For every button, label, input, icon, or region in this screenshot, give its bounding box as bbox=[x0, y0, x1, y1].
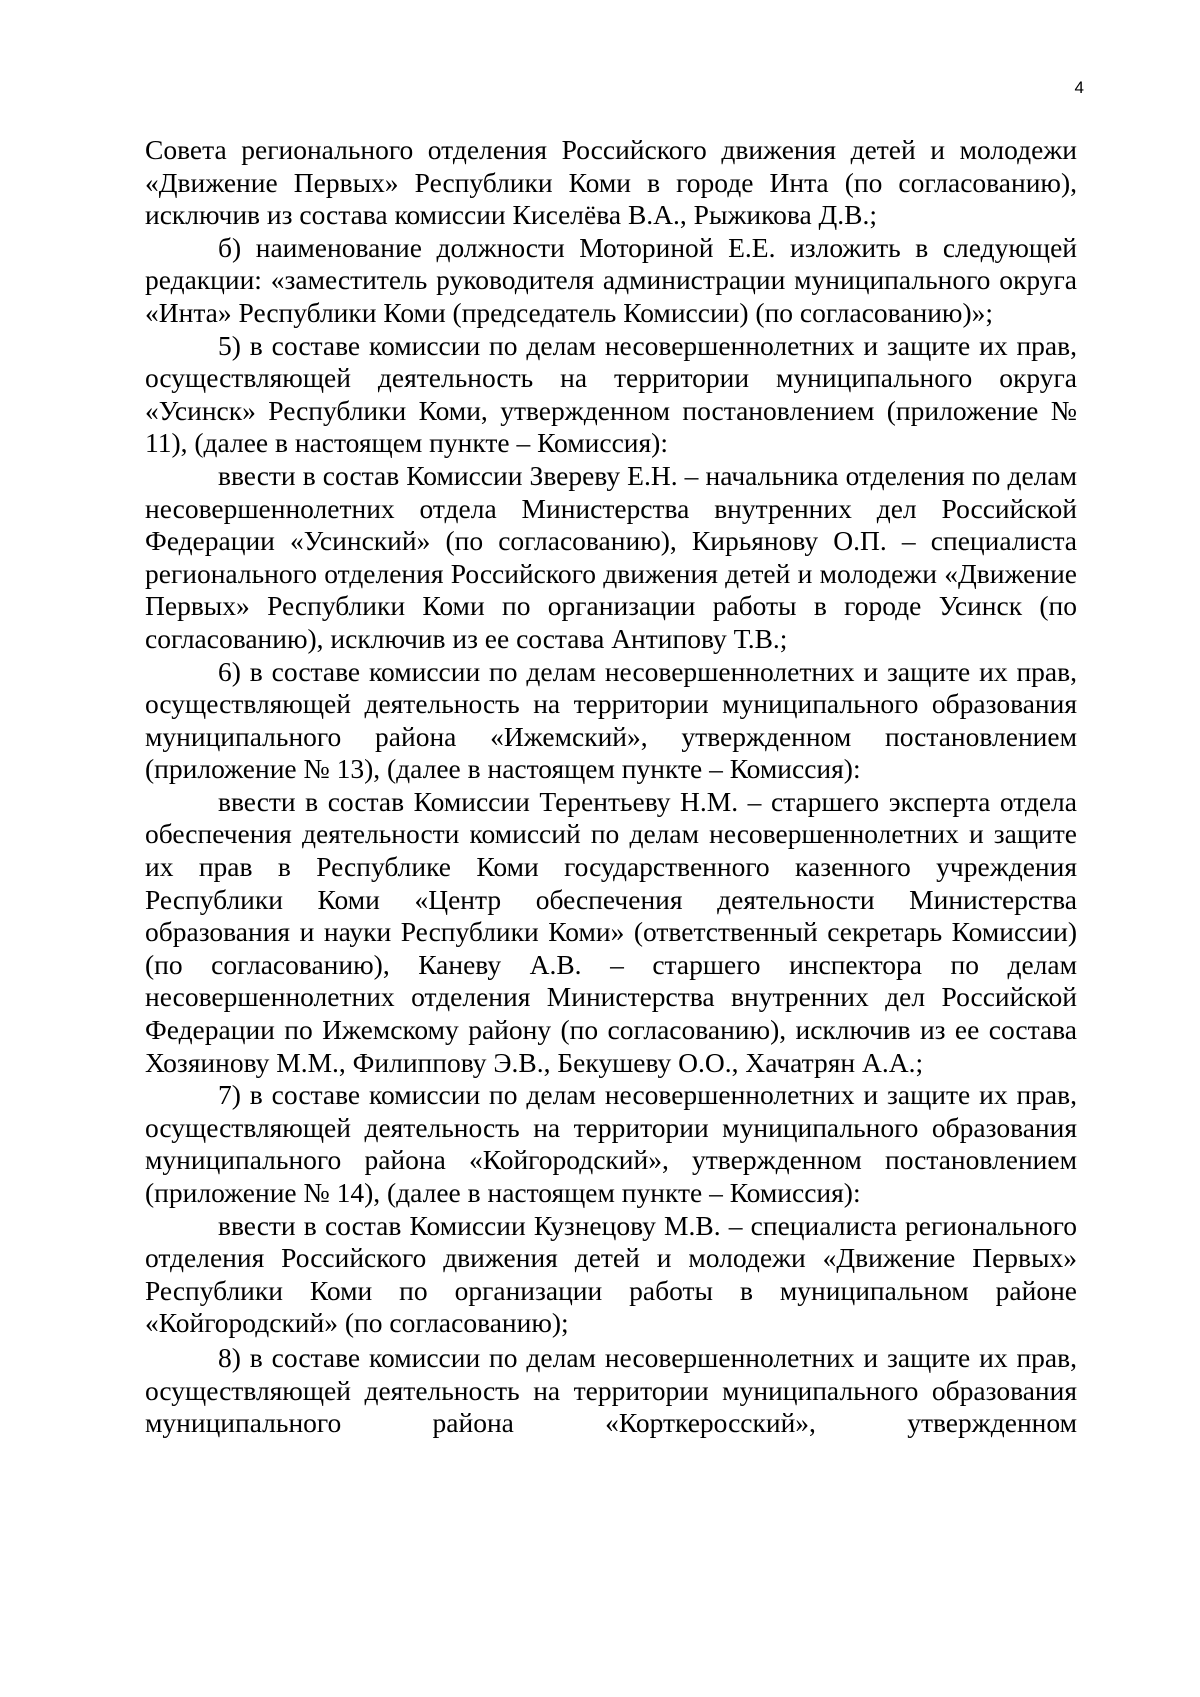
paragraph-item-6-details: ввести в состав Комиссии Терентьеву Н.М. – старшего эксперта отдела обеспечения деятельности комиссий по делам несовершеннолетних и защите их прав в Республике Коми государственного казенного учреждения Республики Коми «Центр обеспечения деятельности Министерства образования и науки Республики Коми» (ответственный секретарь Комиссии) (по согласованию), Каневу А.В. – старшего инспектора по делам несовершеннолетних отделения Министерства внутренних дел Российской Федерации по Ижемскому району (по согласованию), исключив из ее состава Хозяинову М.М., Филиппову Э.В., Бекушеву О.О., Хачатрян А.А.; bbox=[145, 785, 1077, 1078]
paragraph-item-7: 7) в составе комиссии по делам несовершеннолетних и защите их прав, осуществляющей деятельность на территории муниципального образования муниципального района «Койгородский», утвержденном постановлением (приложение № 14), (далее в настоящем пункте – Комиссия): bbox=[145, 1079, 1077, 1208]
paragraph-item-8: 8) в составе комиссии по делам несовершеннолетних и защите их прав, осуществляющей деятельность на территории муниципального образования муниципального района «Корткеросский», утвержденном bbox=[145, 1341, 1077, 1439]
page-number: 4 bbox=[1074, 78, 1084, 97]
paragraph-item-7-details: ввести в состав Комиссии Кузнецову М.В. – специалиста регионального отделения Российского движения детей и молодежи «Движение Первых» Республики Коми по организации работы в муниципальном районе «Койгородский» (по согласованию); bbox=[145, 1209, 1077, 1339]
paragraph-item-5-details: ввести в состав Комиссии Звереву Е.Н. – начальника отделения по делам несовершеннолетних отдела Министерства внутренних дел Российской Федерации «Усинский» (по согласованию), Кирьянову О.П. – специалиста регионального отделения Российского движения детей и молодежи «Движение Первых» Республики Коми по организации работы в городе Усинск (по согласованию), исключив из ее состава Антипову Т.В.; bbox=[145, 459, 1077, 654]
paragraph-item-b: б) наименование должности Моториной Е.Е. изложить в следующей редакции: «заместитель руководителя администрации муниципального округа «Инта» Республики Коми (председатель Комиссии) (по согласованию)»; bbox=[145, 231, 1077, 328]
paragraph-continuation: Совета регионального отделения Российского движения детей и молодежи «Движение Первых» Республики Коми в городе Инта (по согласованию), исключив из состава комиссии Киселёва В.А., Рыжикова Д.В.; bbox=[145, 134, 1077, 231]
document-body bbox=[145, 134, 1077, 1440]
paragraph-item-6: 6) в составе комиссии по делам несовершеннолетних и защите их прав, осуществляющей деятельность на территории муниципального образования муниципального района «Ижемский», утвержденном постановлением (приложение № 13), (далее в настоящем пункте – Комиссия): bbox=[145, 655, 1077, 785]
paragraph-item-5: 5) в составе комиссии по делам несовершеннолетних и защите их прав, осуществляющей деятельность на территории муниципального округа «Усинск» Республики Коми, утвержденном постановлением (приложение № 11), (далее в настоящем пункте – Комиссия): bbox=[145, 329, 1077, 459]
